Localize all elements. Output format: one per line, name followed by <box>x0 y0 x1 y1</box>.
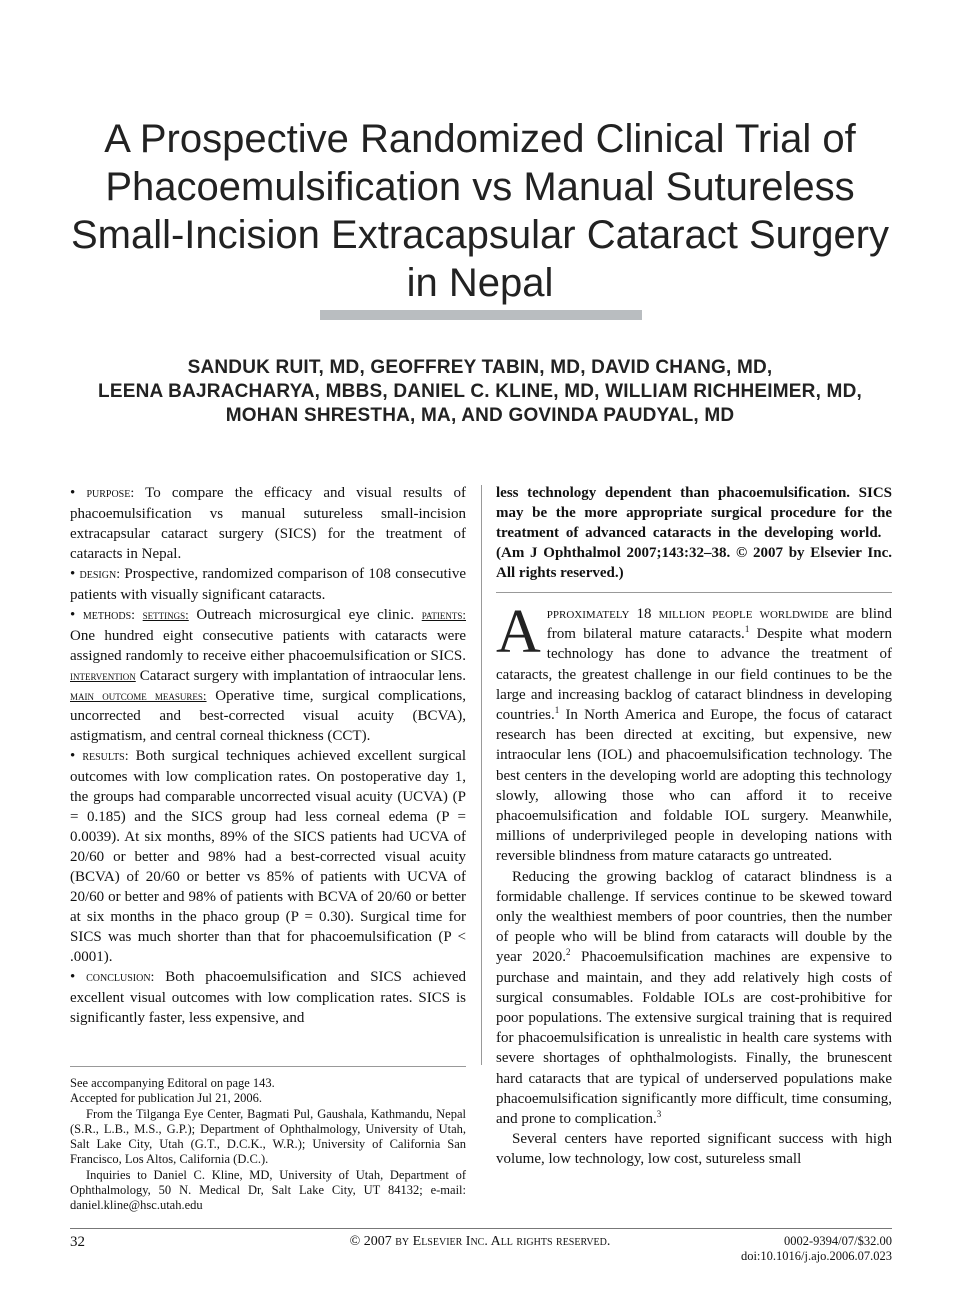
body-text <box>496 598 893 1170</box>
author-line: SANDUK RUIT, MD, GEOFFREY TABIN, MD, DAVID CHANG, MD, <box>187 357 773 378</box>
abstract-right-column <box>496 483 892 583</box>
footnote-inquiries: Inquiries to Daniel C. Kline, MD, University of Utah, Department of Ophthalmology, 50 N. Medical Dr, Salt Lake City, UT 84132; e-mail: daniel.kline@hsc.utah.edu <box>70 1167 466 1213</box>
page-number: 32 <box>70 1234 85 1250</box>
footnotes <box>70 1076 466 1214</box>
body-paragraph: Reducing the growing backlog of cataract blindness is a formidable challenge. If services continue to be skewed toward only the wealthiest members of poor countries, then the number of people who will be blind from cataracts will double by the year 2020.$^2$ Phacoemulsification machines are expensive to purchase and maintain, and they add relatively high costs of surgical consumables. Foldable IOLs are cost-prohibitive for poor populations. The extensive surgical training that is required for phacoemulsification is unrealistic in health care systems with severe shortages of ophthalmologists. Finally, the brunescent hard cataracts that are typical of underserved populations make phacoemulsification significantly more difficult, time consuming, and prone to complication.$^3$ <box>496 868 893 1128</box>
reference-link[interactable]: 3 <box>656 1109 662 1120</box>
abstract-methods: • methods: settings: Outreach microsurgical eye clinic. patients: One hundred eight consecutive patients with cataracts were assigned randomly to receive either phacoemulsification or SICS. intervention Cataract surgery with implantation of intraocular lens. main outcome measures: Operative time, surgical complications, uncorrected and best-corrected visual acuity (BCVA), astigmatism, and central corneal thickness (CCT). <box>70 607 467 744</box>
footnote-affiliation: From the Tilganga Eye Center, Bagmati Pul, Gaushala, Kathmandu, Nepal (S.R., L.B., M.S., G.P.); Department of Ophthalmology, University of Utah, Salt Lake City, Utah (G.T., D.C.K., W.R.); University of California San Francisco, Los Altos, California (D.C.). <box>70 1106 466 1167</box>
outcome-label: main outcome measures: <box>70 688 207 703</box>
author-list <box>40 356 920 428</box>
reference-link[interactable]: 1 <box>554 705 560 716</box>
results-label: results: <box>82 749 129 764</box>
methods-label: methods: <box>82 608 136 623</box>
footnote-divider <box>70 1066 466 1067</box>
column-separator <box>481 485 482 1065</box>
footer-divider <box>70 1228 892 1229</box>
doi-link[interactable]: doi:10.1016/j.ajo.2006.07.023 <box>740 1249 892 1263</box>
citation: (Am J Ophthalmol 2007;143:32–38. © 2007 by Elsevier Inc. All rights reserved.) <box>496 545 892 581</box>
author-line: LEENA BAJRACHARYA, MBBS, DANIEL C. KLINE, MD, WILLIAM RICHHEIMER, MD, <box>98 381 862 402</box>
abstract-design: • design: Prospective, randomized comparison of 108 consecutive patients with visually significant cataracts. <box>70 566 466 603</box>
abstract-divider <box>496 592 892 593</box>
issn-doi <box>741 1234 892 1264</box>
settings-label: settings: <box>142 607 189 622</box>
footnote-accepted: Accepted for publication Jul 21, 2006. <box>70 1091 262 1106</box>
patients-label: patients: <box>421 607 467 622</box>
design-label: design: <box>79 567 121 582</box>
author-line: MOHAN SHRESTHA, MA, AND GOVINDA PAUDYAL, MD <box>225 405 735 426</box>
abstract-purpose: • purpose: To compare the efficacy and visual results of phacoemulsification vs manual sutureless small-incision extracapsular cataract surgery (SICS) for the treatment of cataracts in Nepal. <box>70 485 466 562</box>
body-paragraph: Several centers have reported significant success with high volume, low technology, low cost, sutureless small <box>496 1131 892 1168</box>
abstract-conclusion-continued: less technology dependent than phacoemulsification. SICS may be the more appropriate surgical procedure for the treatment of advanced cataracts in the developing world. (Am J Ophthalmol 2007;143:32–38. © 2007 by Elsevier Inc. All rights reserved.) <box>496 485 892 581</box>
drop-cap: A <box>496 598 541 666</box>
intervention-label: intervention <box>70 668 136 683</box>
article-title: A Prospective Randomized Clinical Trial of Phacoemulsification vs Manual Sutureless Small-Incision Extracapsular Cataract Surgery in Nepal <box>70 116 890 305</box>
abstract-left-column <box>70 483 466 1028</box>
issn: 0002-9394/07/$32.00 <box>784 1234 892 1248</box>
abstract-results: • results: Both surgical techniques achieved excellent surgical outcomes with low complication rates. On postoperative day 1, the groups had comparable uncorrected visual acuity (UCVA) (P = 0.185) and the SICS group had less corneal edema (P = 0.0039). At six months, 89% of the SICS patients had UCVA of 20/60 or better and 98% had a best-corrected visual acuity (BCVA) of 20/60 or better vs 85% of patients with UCVA of 20/60 or better and 98% of patients with BCVA of 20/60 or better at six months in the phaco group (P = 0.30). Surgical time for SICS was much shorter than that for phacoemulsification (P < .0001). <box>70 748 467 965</box>
title-divider <box>320 310 642 320</box>
conclusion-label: conclusion: <box>86 970 155 985</box>
body-paragraph: Approximately 18 million people worldwide are blind from bilateral mature cataracts.$^1$ Despite what modern technology has done to advance the treatment of cataracts, the greatest challenge in our field continues to be the large and increasing backlog of cataract blindness in developing countries.$^1$ In North America and Europe, the focus of cataract research has been directed at exciting, but expensive, new intraocular lens (IOL) and phacoemulsification technology. The best centers in the developing world are adopting this technology slowly, allowing those who can afford it to receive phacoemulsification and foldable IOL surgery. Meanwhile, millions of underprivileged people in developing nations with reversible blindness from mature cataracts go untreated. <box>496 598 892 865</box>
purpose-label: purpose: <box>86 486 135 501</box>
reference-link[interactable]: 1 <box>744 624 750 635</box>
footnote-editorial: See accompanying Editoral on page 143. <box>70 1076 275 1090</box>
abstract-conclusion: • conclusion: Both phacoemulsification and SICS achieved excellent visual outcomes with low complication rates. SICS is significantly faster, less expensive, and <box>70 969 466 1026</box>
reference-link[interactable]: 2 <box>566 947 571 958</box>
copyright-notice: © 2007 by Elsevier Inc. All rights reserved. <box>349 1234 611 1249</box>
